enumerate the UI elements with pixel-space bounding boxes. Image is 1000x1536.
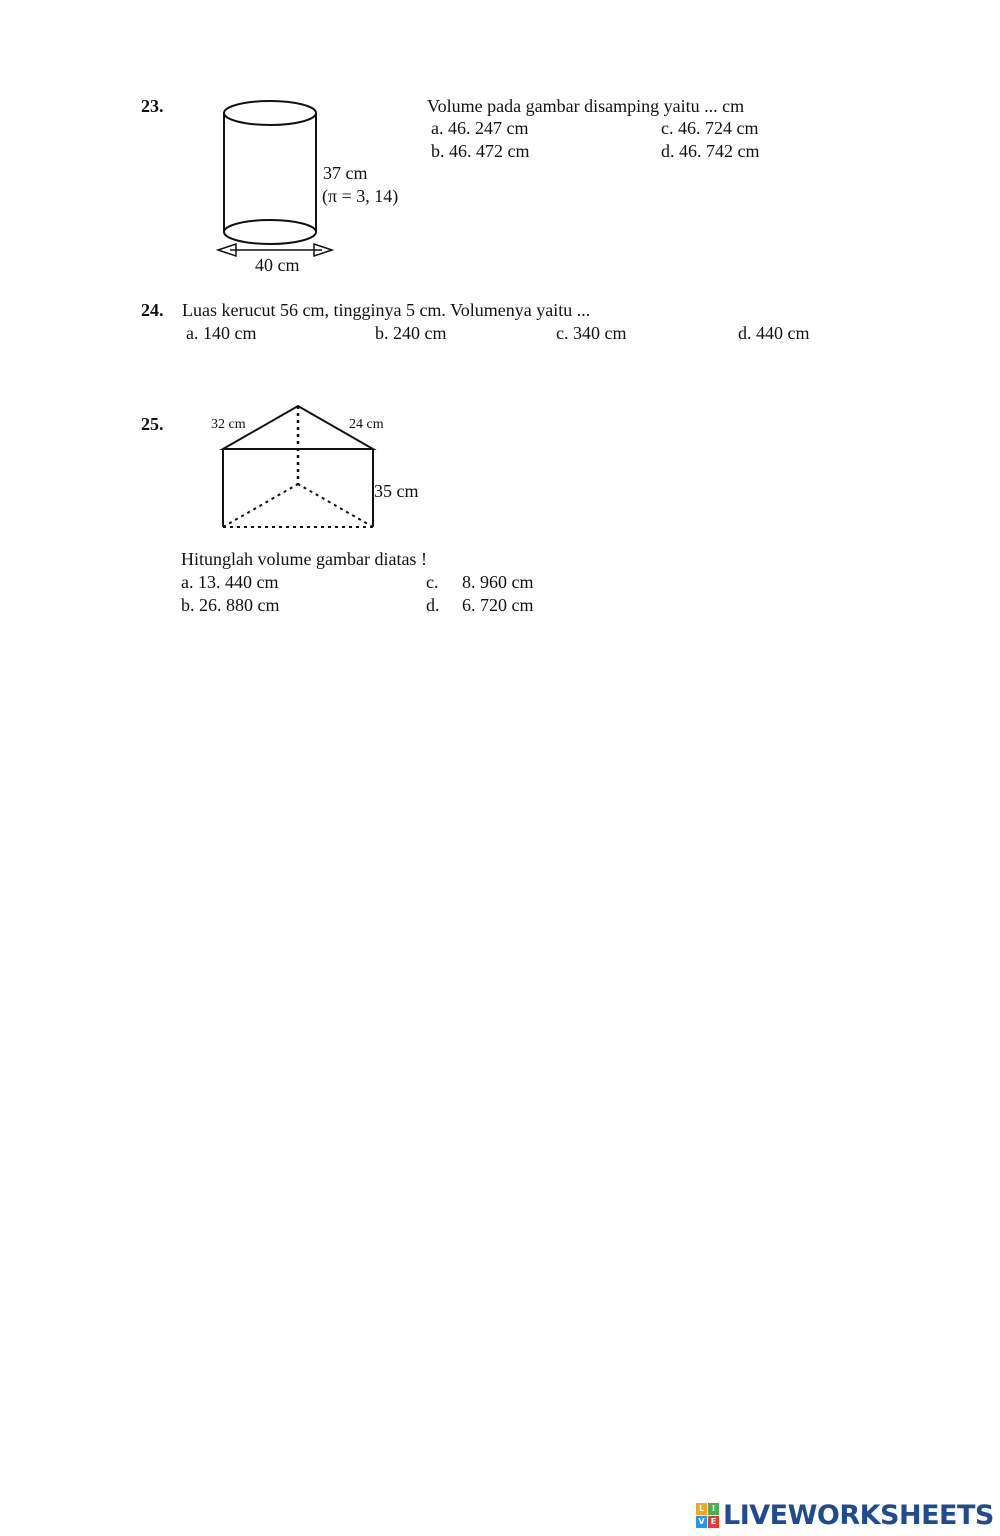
prism-left-edge-label: 32 cm xyxy=(211,417,246,432)
question-24-option-b[interactable]: b. 240 cm xyxy=(375,323,447,343)
question-24-prompt: Luas kerucut 56 cm, tingginya 5 cm. Volumenya yaitu ... xyxy=(182,300,591,320)
liveworksheets-logo-icon: L I V E xyxy=(696,1503,720,1529)
pi-value-label: (π = 3, 14) xyxy=(322,186,399,206)
liveworksheets-brand-text: LIVEWORKSHEETS xyxy=(723,1500,994,1531)
prism-right-edge-label: 24 cm xyxy=(349,417,384,432)
question-24-option-c[interactable]: c. 340 cm xyxy=(556,323,627,343)
question-25-prompt: Hitunglah volume gambar diatas ! xyxy=(181,549,427,569)
question-23-option-a[interactable]: a. 46. 247 cm xyxy=(431,118,529,138)
question-25-option-d-value[interactable]: 6. 720 cm xyxy=(462,595,534,615)
question-23-option-d[interactable]: d. 46. 742 cm xyxy=(661,141,760,161)
question-23-prompt: Volume pada gambar disamping yaitu ... cm xyxy=(427,96,745,116)
question-23-number: 23. xyxy=(141,96,164,116)
question-25-option-b[interactable]: b. 26. 880 cm xyxy=(181,595,280,615)
question-24-option-d[interactable]: d. 440 cm xyxy=(738,323,810,343)
liveworksheets-logo[interactable] xyxy=(696,1500,994,1532)
question-25-number: 25. xyxy=(141,414,164,434)
question-24-option-a[interactable]: a. 140 cm xyxy=(186,323,257,343)
question-24-number: 24. xyxy=(141,300,164,320)
question-23-option-c[interactable]: c. 46. 724 cm xyxy=(661,118,759,138)
prism-height-label: 35 cm xyxy=(374,481,419,501)
cylinder-diameter-label: 40 cm xyxy=(255,255,300,275)
question-25-option-c-value[interactable]: 8. 960 cm xyxy=(462,572,534,592)
question-23-option-b[interactable]: b. 46. 472 cm xyxy=(431,141,530,161)
triangular-prism-figure xyxy=(0,0,1000,600)
question-25-option-c-letter[interactable]: c. xyxy=(426,572,439,592)
cylinder-height-label: 37 cm xyxy=(323,163,368,183)
question-25-option-d-letter[interactable]: d. xyxy=(426,595,440,615)
question-25-option-a[interactable]: a. 13. 440 cm xyxy=(181,572,279,592)
